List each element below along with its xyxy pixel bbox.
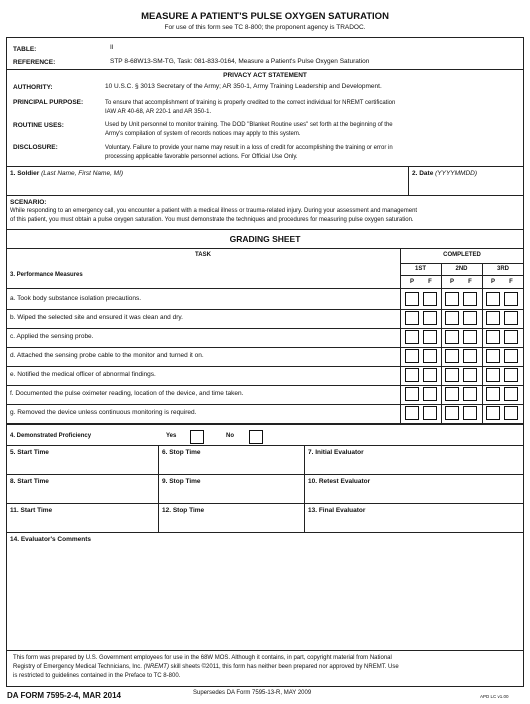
grade-checkbox[interactable] [405,406,419,420]
pass-fail-header: P [490,279,495,285]
pass-fail-header: P [449,279,454,285]
comments-label: 14. Evaluator's Comments [10,536,92,543]
date-field[interactable] [412,170,477,177]
footer-note-3: is restricted to guidelines contained in the Preface to TC 8-800. [13,673,181,679]
grade-checkbox[interactable] [445,311,459,325]
date-hint: (YYYYMMDD) [435,170,478,177]
grade-checkbox[interactable] [445,387,459,401]
divider [6,404,524,405]
grade-checkbox[interactable] [423,368,437,382]
footer-note-2-nremt: (NREMT) [143,664,169,670]
pass-fail-header: F [428,279,432,285]
footer-note-2 [13,664,399,670]
proficiency-yes-label: Yes [166,433,177,439]
divider [6,328,524,329]
grade-checkbox[interactable] [423,406,437,420]
divider [6,445,524,446]
supersedes-note: Supersedes DA Form 7595-13-R, MAY 2009 [193,690,312,696]
grade-checkbox[interactable] [423,292,437,306]
proficiency-no-label: No [226,433,234,439]
grade-checkbox[interactable] [486,311,500,325]
grade-checkbox[interactable] [445,406,459,420]
divider [6,424,524,425]
divider [6,309,524,310]
grade-checkbox[interactable] [445,368,459,382]
divider [304,445,305,532]
grade-checkbox[interactable] [504,330,518,344]
grade-checkbox[interactable] [405,330,419,344]
grade-checkbox[interactable] [423,349,437,363]
divider [6,69,524,70]
proficiency-no-checkbox[interactable] [249,430,263,444]
grade-checkbox[interactable] [405,368,419,382]
comments-area[interactable] [7,546,523,649]
grade-checkbox[interactable] [486,387,500,401]
routine-label: ROUTINE USES: [13,122,64,129]
divider [400,248,401,424]
footer-note-2-pre: Registry of Emergency Medical Technicians, Inc. [13,664,142,670]
pass-fail-header: F [468,279,472,285]
routine-line-1: Used by Unit personnel to monitor training. The DOD "Blanket Routine uses" set forth at the beginning of the [105,122,393,128]
retest-evaluator-field[interactable]: 10. Retest Evaluator [308,478,371,485]
divider [6,650,524,651]
soldier-field[interactable] [10,170,123,177]
grade-checkbox[interactable] [423,330,437,344]
final-evaluator-field[interactable]: 13. Final Evaluator [308,507,366,514]
footer-note-2-post: skill sheets ©2011, this form has neither been prepared nor approved by NREMT. Use [170,664,399,670]
grade-checkbox[interactable] [405,292,419,306]
stop-time-3-field[interactable]: 12. Stop Time [162,507,205,514]
disclosure-line-2: processing applicable favorable personnel actions. For Official Use Only. [105,154,298,160]
privacy-heading: PRIVACY ACT STATEMENT [223,72,307,79]
performance-measure: f. Documented the pulse oximeter reading, location of the device, and time taken. [10,390,244,397]
start-time-3-field[interactable]: 11. Start Time [10,507,53,514]
divider [6,503,524,504]
reference-label: REFERENCE: [13,59,56,66]
divider [400,275,524,276]
grade-checkbox[interactable] [423,387,437,401]
divider [6,195,524,196]
authority-label: AUTHORITY: [13,84,53,91]
disclosure-label: DISCLOSURE: [13,144,58,151]
grade-checkbox[interactable] [445,349,459,363]
measures-label: 3. Performance Measures [10,272,83,278]
grade-checkbox[interactable] [486,292,500,306]
grade-checkbox[interactable] [463,406,477,420]
grade-checkbox[interactable] [405,311,419,325]
purpose-line-2: IAW AR 40-68, AR 220-1 and AR 350-1. [105,109,212,115]
performance-measure: b. Wiped the selected site and ensured it was clean and dry. [10,314,183,321]
completed-header: COMPLETED [443,252,481,258]
grading-title: GRADING SHEET [229,234,301,244]
performance-measure: c. Applied the sensing probe. [10,333,94,340]
divider [6,532,524,533]
start-time-1-field[interactable]: 5. Start Time [10,449,49,456]
grade-checkbox[interactable] [445,292,459,306]
table-value: II [110,44,114,51]
grade-checkbox[interactable] [463,349,477,363]
performance-measure: e. Notified the medical officer of abnormal findings. [10,371,156,378]
footer-note-1: This form was prepared by U.S. Government employees for use in the 68W MOS. Although it contains, in part, copyright material from National [13,655,392,661]
divider [6,248,524,249]
version-label: APD LC v1.00 [480,694,509,699]
initial-evaluator-field[interactable]: 7. Initial Evaluator [308,449,364,456]
date-label: 2. Date [412,170,434,177]
grade-checkbox[interactable] [504,368,518,382]
form-title: MEASURE A PATIENT'S PULSE OXYGEN SATURATION [141,11,389,22]
grade-checkbox[interactable] [486,349,500,363]
stop-time-2-field[interactable]: 9. Stop Time [162,478,201,485]
divider [6,385,524,386]
grade-checkbox[interactable] [504,387,518,401]
grade-checkbox[interactable] [504,349,518,363]
scenario-line-2: of this patient, you must obtain a pulse oxygen saturation. You must demonstrate the techniques and procedures for measuring pulse oxygen saturation. [10,217,414,223]
grade-checkbox[interactable] [463,292,477,306]
attempt-header: 2ND [455,266,468,272]
soldier-hint: (Last Name, First Name, MI) [41,170,124,177]
grade-checkbox[interactable] [504,292,518,306]
grade-checkbox[interactable] [405,387,419,401]
proficiency-yes-checkbox[interactable] [190,430,204,444]
form-id: DA FORM 7595-2-4, MAR 2014 [7,691,121,700]
disclosure-line-1: Voluntary. Failure to provide your name may result in a loss of credit for accomplishing the training or error in [105,145,393,151]
authority-value: 10 U.S.C. § 3013 Secretary of the Army; AR 350-1, Army Training Leadership and Development. [105,83,382,90]
stop-time-1-field[interactable]: 6. Stop Time [162,449,201,456]
grade-checkbox[interactable] [423,311,437,325]
table-label: TABLE: [13,46,37,53]
grade-checkbox[interactable] [405,349,419,363]
proficiency-label: 4. Demonstrated Proficiency [10,433,92,439]
pass-fail-header: P [409,279,414,285]
scenario-label: SCENARIO: [10,199,47,206]
divider [400,263,524,264]
performance-measure: d. Attached the sensing probe cable to the monitor and turned it on. [10,352,204,359]
grade-checkbox[interactable] [463,387,477,401]
grade-checkbox[interactable] [504,311,518,325]
divider [6,347,524,348]
purpose-label: PRINCIPAL PURPOSE: [13,99,84,106]
divider [6,288,524,289]
grade-checkbox[interactable] [486,368,500,382]
attempt-header: 3RD [496,266,509,272]
divider [6,229,524,230]
divider [408,166,409,195]
purpose-line-1: To ensure that accomplishment of training is properly credited to the correct individual for NREMT certification [105,100,396,106]
grade-checkbox[interactable] [504,406,518,420]
grade-checkbox[interactable] [486,330,500,344]
grade-checkbox[interactable] [463,330,477,344]
performance-measure: g. Removed the device unless continuous monitoring is required. [10,409,197,416]
routine-line-2: Army's compilation of system of records notices may apply to this system. [105,131,301,137]
attempt-header: 1ST [414,266,426,272]
soldier-label: 1. Soldier [10,170,40,177]
divider [6,166,524,167]
grade-checkbox[interactable] [486,406,500,420]
divider [6,366,524,367]
task-header: TASK [195,252,211,258]
start-time-2-field[interactable]: 8. Start Time [10,478,49,485]
reference-value: STP 8-68W13-SM-TG, Task: 081-833-0164, Measure a Patient's Pulse Oxygen Saturation [110,58,370,65]
divider [6,474,524,475]
grade-checkbox[interactable] [463,368,477,382]
performance-measure: a. Took body substance isolation precautions. [10,295,142,302]
pass-fail-header: F [509,279,513,285]
grade-checkbox[interactable] [463,311,477,325]
scenario-line-1: While responding to an emergency call, you encounter a patient with a medical illness or trauma-related injury. During your assessment and management [10,208,418,214]
grade-checkbox[interactable] [445,330,459,344]
divider [158,445,159,532]
form-subtitle: For use of this form see TC 8-800; the proponent agency is TRADOC. [164,24,366,31]
